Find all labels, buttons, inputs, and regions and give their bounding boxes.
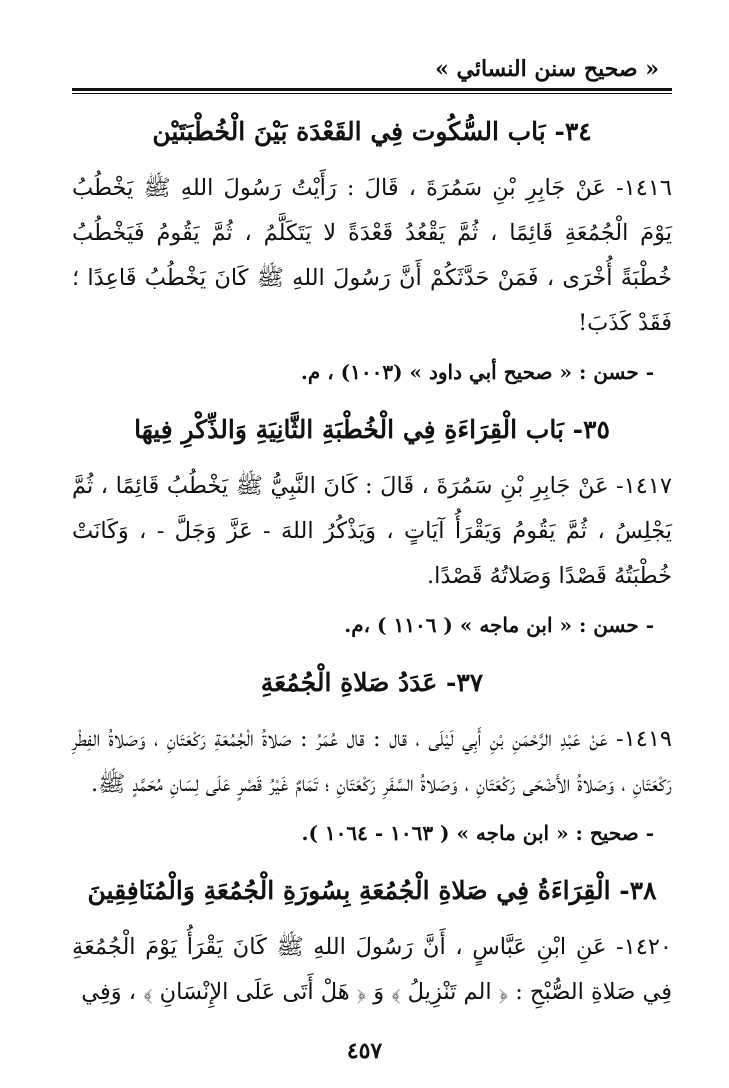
chapter-title: ٣٨- الْقِرَاءَةُ فِي صَلاةِ الْجُمُعَةِ بِسُورَةِ الْجُمُعَةِ وَالْمُنَافِقِينَ bbox=[87, 876, 657, 905]
chapter-title: ٣٤- بَاب السُّكُوت فِي القَعْدَة بَيْنَ الْخُطْبَتَيْن bbox=[152, 117, 592, 146]
chapter-title: ٣٧- عَدَدُ صَلاةِ الْجُمُعَةِ bbox=[260, 668, 484, 697]
header-rule-thin bbox=[72, 93, 672, 94]
page-number: ٤٥٧ bbox=[346, 1038, 383, 1064]
section-35 bbox=[72, 410, 672, 645]
hadith-text: ١٤١٧- عَنْ جَابِرِ بْنِ سَمُرَةَ ، قَالَ : كَانَ النَّبِيُّ ﷺ يَخْطُبُ قَائِمًا ، ثُمَّ يَجْلِسُ ، ثُمَّ يَقُومُ وَيَقْرَأُ آيَاتٍ ، وَيَذْكُرُ اللهَ - عَزَّ وَجَلَّ - ، وَكَانَتْ خُطْبَتُهُ قَصْدًا وَصَلاتُهُ قَصْدًا. bbox=[72, 473, 672, 589]
page-body bbox=[72, 112, 672, 1021]
hadith-text: ١٤٢٠- عَنِ ابْنِ عَبَّاسٍ ، أَنَّ رَسُولَ اللهِ ﷺ كَانَ يَقْرَأُ يَوْمَ الْجُمُعَةِ فِي صَلاةِ الصُّبْحِ : ﴿ الم تَنْزِيلُ ﴾ وَ ﴿ هَلْ أَتَى عَلَى الإِنْسَانِ ﴾ ، وَفِي bbox=[72, 934, 672, 1005]
section-38 bbox=[72, 871, 672, 1015]
chapter-title: ٣٥- بَاب الْقِرَاءَةِ فِي الْخُطْبَةِ الثَّانِيَةِ وَالذِّكْرِ فِيهَا bbox=[134, 415, 610, 444]
hadith-grade: - حسن : « ابن ماجه » ( ١١٠٦ ) ،م. bbox=[344, 613, 654, 637]
section-34 bbox=[72, 112, 672, 392]
section-37 bbox=[72, 663, 672, 853]
header-rule-thick bbox=[72, 88, 672, 91]
running-head: « صحيح سنن النسائي » bbox=[435, 56, 659, 82]
hadith-grade: - صحيح : « ابن ماجه » ( ١٠٦٣ - ١٠٦٤ ). bbox=[301, 821, 654, 845]
hadith-grade: - حسن : « صحيح أبي داود » (١٠٠٣) ، م. bbox=[300, 360, 654, 384]
hadith-text: ١٤١٩- عَنْ عَبْدِ الرَّحْمَنِ بْنِ أَبِي لَيْلَى ، قال : قال عُمَرُ : صَلاةُ الْجُمُعَةِ رَكْعَتَانِ ، وَصَلاةُ الفِطْرِ رَكْعَتَانِ ، وَصَلاةُ الأَضْحَى رَكْعَتَانِ ، وَصَلاةُ السَّفَرِ رَكْعَتَانِ ؛ تَمَامٌ غَيْرُ قَصْرٍ عَلَى لِسَانِ مُحَمَّدٍ ﷺ. bbox=[72, 726, 672, 797]
hadith-text: ١٤١٦- عَنْ جَابِرِ بْنِ سَمُرَةَ ، قَالَ : رَأَيْتُ رَسُولَ اللهِ ﷺ يَخْطُبُ يَوْمَ الْجُمُعَةِ قَائِمًا ، ثُمَّ يَقْعُدُ قَعْدَةً لا يَتَكَلَّمُ ، ثُمَّ يَقُومُ فَيَخْطُبُ خُطْبَةً أُخْرَى ، فَمَنْ حَدَّثَكُمْ أَنَّ رَسُولَ اللهِ ﷺ كَانَ يَخْطُبُ قَاعِدًا ؛ فَقَدْ كَذَبَ! bbox=[72, 175, 672, 336]
